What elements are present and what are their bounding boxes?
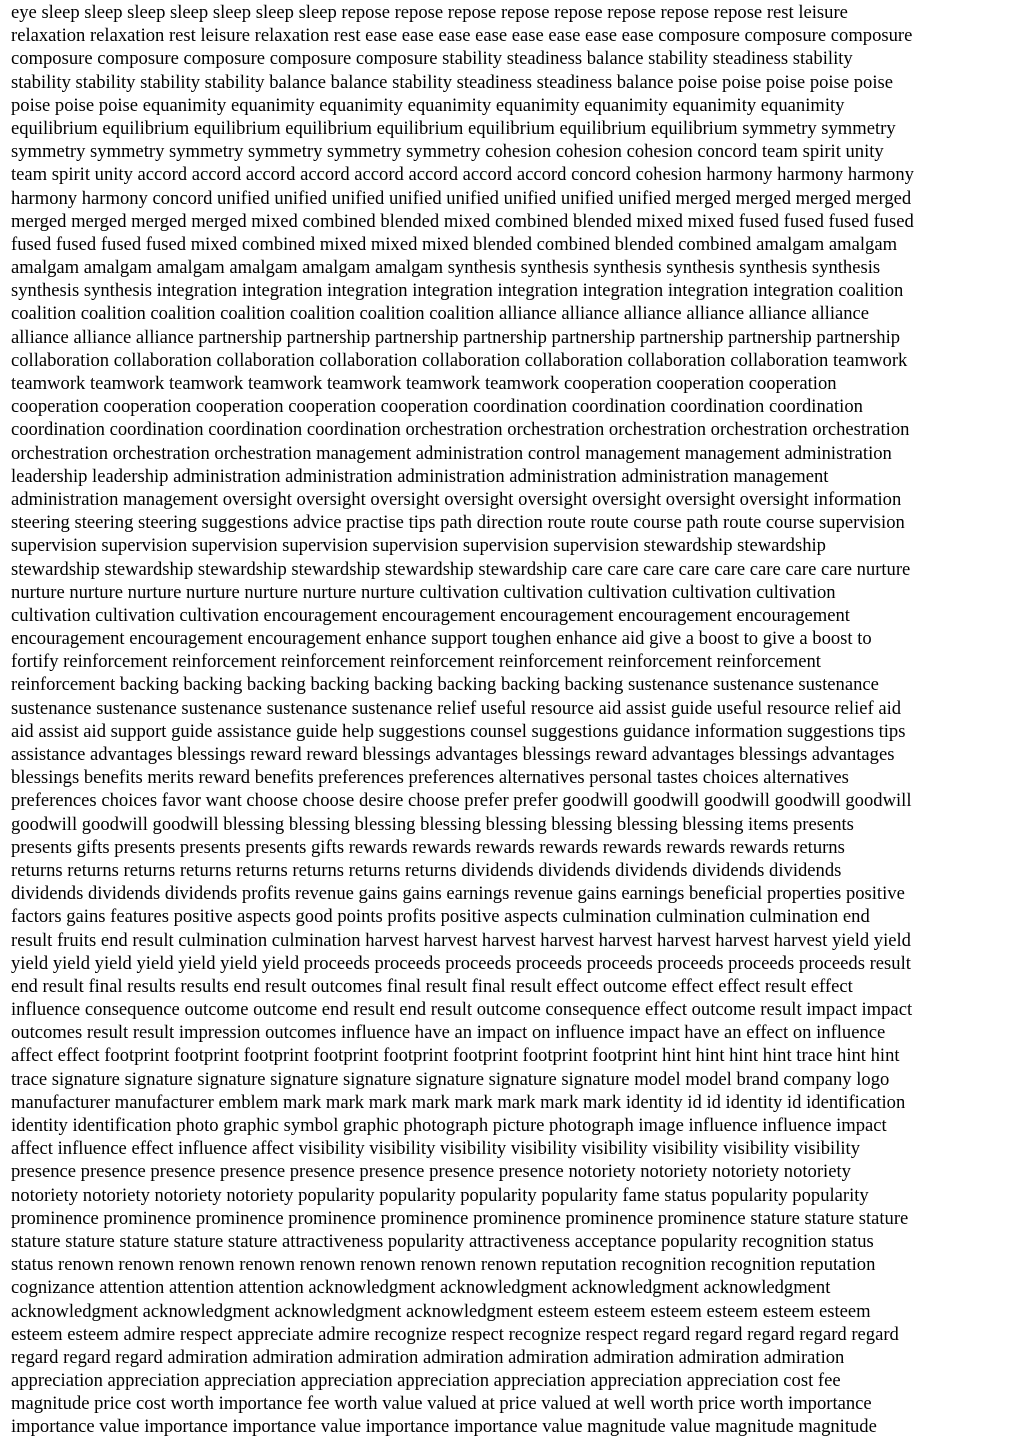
text-line: affect influence effect influence affect visibility visibility visibility visibility visibility visibility visibility visibility (11, 1138, 861, 1160)
text-line: stature stature stature stature stature attractiveness popularity attractiveness acceptance popularity recognition status (11, 1230, 874, 1252)
text-line: dividends dividends dividends profits revenue gains gains earnings revenue gains earnings beneficial properties positive (11, 883, 905, 905)
text-line: factors gains features positive aspects good points profits positive aspects culmination culmination culmination end (11, 906, 870, 928)
text-line: merged merged merged merged mixed combined blended mixed combined blended mixed mixed fused fused fused fused (11, 210, 914, 232)
text-line: blessings benefits merits reward benefits preferences preferences alternatives personal tastes choices alternatives (11, 767, 849, 789)
text-line: preferences choices favor want choose choose desire choose prefer prefer goodwill goodwill goodwill goodwill goodwill (11, 790, 912, 812)
text-line: harmony harmony concord unified unified unified unified unified unified unified unified merged merged merged merged (11, 187, 912, 209)
text-line: fused fused fused fused mixed combined mixed mixed mixed blended combined blended combined amalgam amalgam (11, 233, 898, 255)
text-line: alliance alliance alliance partnership partnership partnership partnership partnership partnership partnership partnership (11, 326, 901, 348)
text-line: collaboration collaboration collaboration collaboration collaboration collaboration collaboration collaboration teamwork (11, 349, 908, 371)
text-line: result fruits end result culmination culmination harvest harvest harvest harvest harvest harvest harvest harvest yield yield (11, 929, 911, 951)
text-line: cultivation cultivation cultivation encouragement encouragement encouragement encouragement encouragement (11, 604, 850, 626)
text-line: coordination coordination coordination coordination orchestration orchestration orchestration orchestration orchestration (11, 419, 910, 441)
text-line: stewardship stewardship stewardship stewardship stewardship stewardship care care care care care care care care nurture (11, 558, 911, 580)
text-line: composure composure composure composure composure stability steadiness balance stability steadiness stability (11, 48, 853, 70)
text-line: nurture nurture nurture nurture nurture nurture nurture cultivation cultivation cultivation cultivation cultivation (11, 581, 836, 603)
text-line: affect effect footprint footprint footprint footprint footprint footprint footprint footprint hint hint hint hint trace hint hint (11, 1045, 900, 1067)
text-line: yield yield yield yield yield yield yield proceeds proceeds proceeds proceeds proceeds proceeds proceeds proceeds result (11, 952, 911, 974)
text-line: assistance advantages blessings reward reward blessings advantages blessings reward advantages blessings advantages (11, 744, 895, 765)
text-line: status renown renown renown renown renown renown renown renown reputation recognition recognition reputation (11, 1254, 876, 1276)
text-line: supervision supervision supervision supervision supervision supervision supervision stewardship stewardship (11, 535, 826, 557)
text-line: presence presence presence presence presence presence presence presence notoriety notoriety notoriety notoriety (11, 1161, 851, 1183)
text-line: orchestration orchestration orchestration management administration control management management administration (11, 442, 892, 464)
text-line: presents gifts presents presents presents gifts rewards rewards rewards rewards rewards rewards rewards returns (11, 836, 845, 858)
text-line (11, 1439, 1013, 1446)
text-line: relaxation relaxation rest leisure relaxation rest ease ease ease ease ease ease ease ease composure composure composure (11, 25, 913, 47)
text-line: notoriety notoriety notoriety notoriety popularity popularity popularity popularity fame status popularity popularity (11, 1184, 869, 1206)
text-line: prominence prominence prominence prominence prominence prominence prominence prominence stature stature stature (11, 1207, 909, 1229)
text-line: manufacturer manufacturer emblem mark mark mark mark mark mark mark mark identity id id identity id identification (11, 1091, 906, 1113)
text-line: acknowledgment acknowledgment acknowledgment acknowledgment esteem esteem esteem esteem esteem esteem (11, 1300, 871, 1322)
text-line: identity identification photo graphic symbol graphic photograph picture photograph image influence influence impact (11, 1115, 887, 1136)
text-line: trace signature signature signature signature signature signature signature signature model model brand company logo (11, 1068, 890, 1090)
text-line: outcomes result result impression outcomes influence have an impact on influence impact have an effect on influence (11, 1022, 886, 1044)
text-line: synthesis synthesis integration integration integration integration integration integration integration integration coalition (11, 280, 904, 302)
text-line: influence consequence outcome outcome end result end result outcome consequence effect outcome result impact impact (11, 999, 913, 1021)
text-line: symmetry symmetry symmetry symmetry symmetry symmetry cohesion cohesion cohesion concord team spirit unity (11, 141, 884, 163)
text-line: appreciation appreciation appreciation appreciation appreciation appreciation appreciation appreciation cost fee (11, 1370, 841, 1392)
text-line: coalition coalition coalition coalition coalition coalition coalition alliance alliance alliance alliance alliance alliance (11, 303, 870, 325)
text-line: magnitude price cost worth importance fee worth value valued at price valued at well worth price worth importance (11, 1393, 872, 1415)
text-line: team spirit unity accord accord accord accord accord accord accord accord concord cohesion harmony harmony harmony (11, 164, 914, 186)
text-line: leadership leadership administration administration administration administration administration management (11, 465, 829, 487)
text-line: stability stability stability stability balance balance stability steadiness steadiness balance poise poise poise poise poise (11, 71, 893, 93)
text-line: goodwill goodwill goodwill blessing blessing blessing blessing blessing blessing blessing blessing items presents (11, 813, 854, 835)
text-line: encouragement encouragement encouragement enhance support toughen enhance aid give a boost to give a boost to (11, 628, 872, 650)
text-line: sustenance sustenance sustenance sustenance sustenance relief useful resource aid assist guide useful resource relief aid (11, 697, 902, 719)
text-line: amalgam amalgam amalgam amalgam amalgam amalgam synthesis synthesis synthesis synthesis synthesis synthesis (11, 257, 881, 279)
text-line: poise poise poise equanimity equanimity equanimity equanimity equanimity equanimity equanimity equanimity (11, 94, 845, 116)
text-line: steering steering steering suggestions advice practise tips path direction route route course path route course supervision (11, 512, 905, 534)
text-line: end result final results results end result outcomes final result final result effect outcome effect effect result effect (11, 975, 853, 997)
text-line: importance value importance importance value importance importance value magnitude value magnitude magnitude (11, 1416, 877, 1438)
text-line: reinforcement backing backing backing backing backing backing backing backing sustenance sustenance sustenance (11, 674, 879, 696)
text-line: eye sleep sleep sleep sleep sleep sleep sleep repose repose repose repose repose repose repose repose rest leisure (11, 2, 848, 23)
text-line: esteem esteem admire respect appreciate admire recognize respect recognize respect regard regard regard regard regard (11, 1323, 899, 1345)
text-line: teamwork teamwork teamwork teamwork teamwork teamwork teamwork cooperation cooperation cooperation (11, 373, 837, 394)
text-line: administration management oversight oversight oversight oversight oversight oversight oversight oversight information (11, 488, 902, 510)
text-line: fortify reinforcement reinforcement reinforcement reinforcement reinforcement reinforcement reinforcement (11, 651, 821, 673)
text-line: regard regard regard admiration admiration admiration admiration admiration admiration admiration admiration (11, 1346, 845, 1368)
text-line: cognizance attention attention attention acknowledgment acknowledgment acknowledgment acknowledgment (11, 1277, 831, 1299)
text-line: equilibrium equilibrium equilibrium equilibrium equilibrium equilibrium equilibrium equilibrium symmetry symmetry (11, 117, 896, 139)
text-line: aid assist aid support guide assistance guide help suggestions counsel suggestions guidance information suggestions tips (11, 720, 906, 742)
text-line: returns returns returns returns returns returns returns returns dividends dividends dividends dividends dividends (11, 859, 842, 881)
text-line: cooperation cooperation cooperation cooperation cooperation coordination coordination coordination coordination (11, 396, 863, 418)
